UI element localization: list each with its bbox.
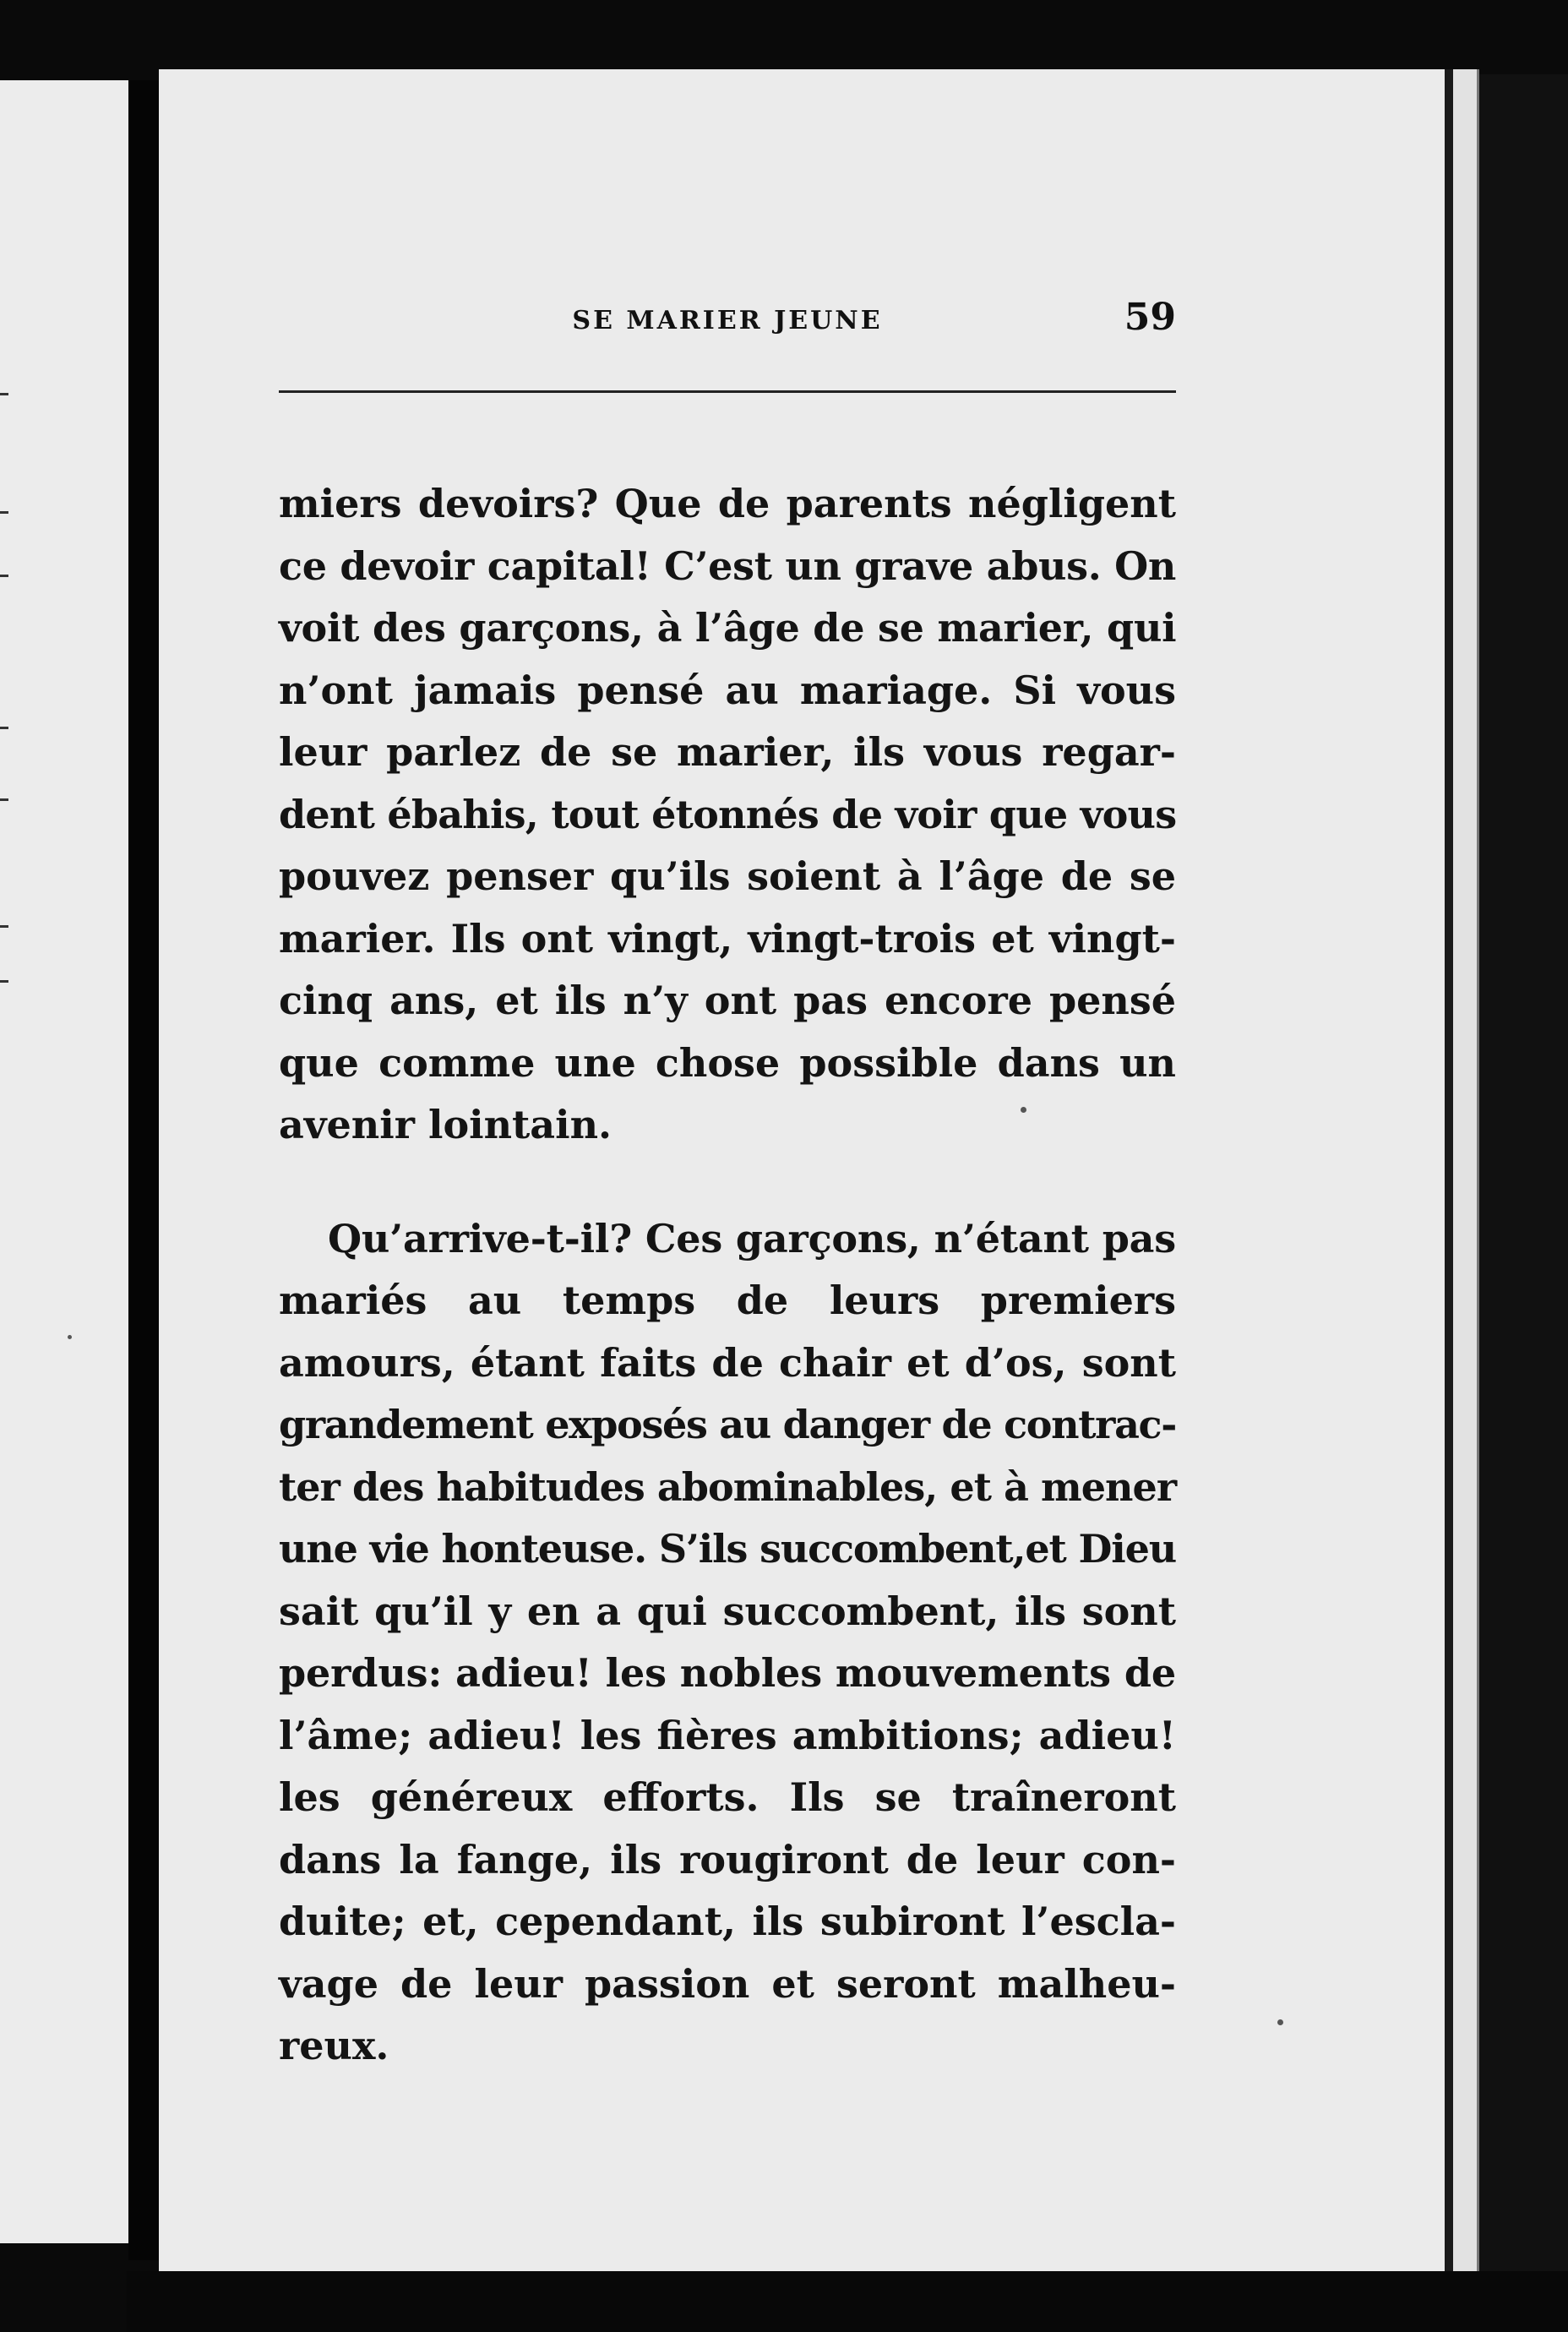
page-mark	[0, 511, 8, 514]
text-line: les généreux efforts. Ils se traîneront	[279, 1774, 1176, 1820]
text-line: mariés au temps de leurs premiers	[279, 1278, 1176, 1323]
text-line: cinq ans, et ils n’y ont pas encore pensé	[279, 978, 1176, 1023]
text-line: voit des garçons, à l’âge de se marier, qui	[279, 605, 1177, 651]
page-mark	[0, 980, 8, 983]
paper-speck	[1277, 2019, 1283, 2025]
text-line: pouvez penser qu’ils soient à l’âge de se	[279, 853, 1176, 899]
page-number: 59	[1124, 296, 1176, 339]
text-line: miers devoirs? Que de parents négligent	[279, 481, 1176, 526]
page-mark	[0, 925, 8, 928]
binding-gutter	[128, 80, 159, 2260]
text-line: que comme une chose possible dans un	[279, 1039, 1176, 1086]
text-line: vage de leur passion et seront malheu-	[279, 1960, 1176, 2007]
text-line: marier. Ils ont vingt, vingt-trois et vingt-	[279, 915, 1176, 962]
text-line: Qu’arrive-t-il? Ces garçons, n’étant pas	[328, 1215, 1177, 1261]
text-line: duite; et, cependant, ils subiront l’escla-	[279, 1899, 1176, 1944]
paragraph	[279, 473, 1176, 1157]
page-stack-edge	[1453, 69, 1479, 2271]
paper-speck	[68, 1335, 72, 1339]
paragraph	[279, 1208, 1176, 2078]
paragraph-gap	[279, 1157, 1176, 1208]
text-line: reux.	[279, 2023, 389, 2068]
text-line: dent ébahis, tout étonnés de voir que vous	[279, 791, 1177, 837]
text-line: grandement exposés au danger de contrac-	[279, 1402, 1176, 1447]
header-rule	[279, 390, 1176, 393]
background-right	[1479, 74, 1568, 2271]
page-mark	[0, 575, 8, 577]
text-line: perdus: adieu! les nobles mouvements de	[279, 1650, 1176, 1696]
text-line: ce devoir capital! C’est un grave abus. On	[279, 542, 1177, 589]
text-line: ter des habitudes abominables, et à mener	[279, 1463, 1177, 1510]
page-mark	[0, 393, 8, 395]
text-line: amours, étant faits de chair et d’os, sont	[279, 1339, 1176, 1386]
running-header	[279, 296, 1176, 346]
text-line: l’âme; adieu! les fières ambitions; adieu!	[279, 1712, 1176, 1758]
text-line: une vie honteuse. S’ils succombent,et Dieu	[279, 1526, 1176, 1572]
text-line: n’ont jamais pensé au mariage. Si vous	[279, 667, 1176, 713]
running-title: SE MARIER JEUNE	[572, 306, 883, 335]
text-line: dans la fange, ils rougiront de leur con-	[279, 1836, 1176, 1882]
text-line: sait qu’il y en a qui succombent, ils sont	[279, 1588, 1176, 1634]
page-mark	[0, 727, 8, 729]
body-text	[279, 473, 1176, 2078]
adjacent-page-edge	[0, 80, 128, 2243]
text-line: avenir lointain.	[279, 1102, 612, 1147]
page-mark	[0, 798, 8, 801]
text-line: leur parlez de se marier, ils vous regar-	[279, 729, 1176, 775]
background-bottom	[127, 2271, 1568, 2332]
page-edge-shadow	[1445, 69, 1453, 2271]
